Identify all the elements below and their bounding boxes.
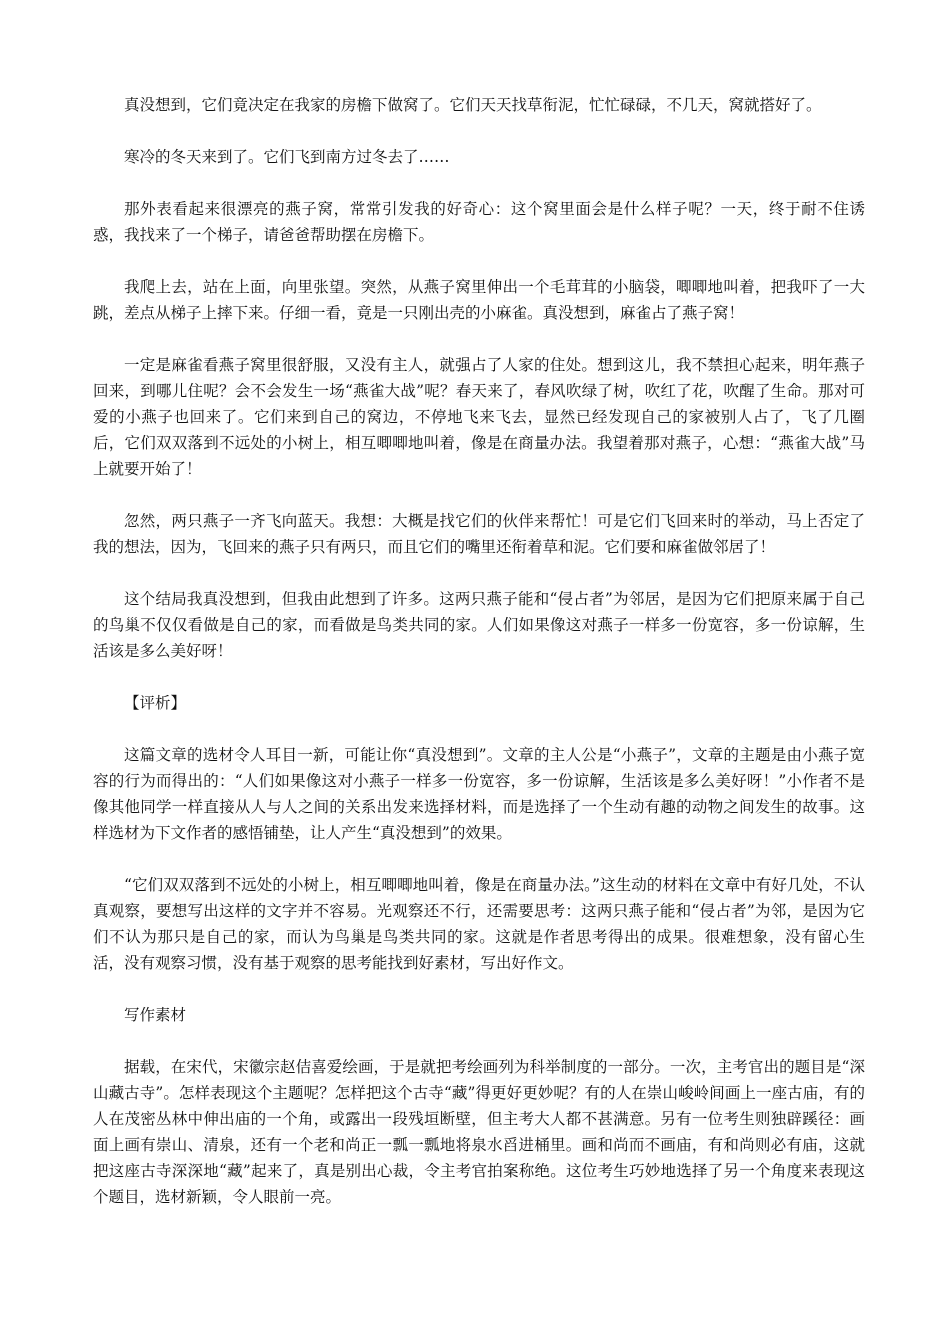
section-heading-writing-material: 写作素材	[124, 1006, 187, 1024]
paragraph-commentary-material: 这篇文章的选材令人耳目一新，可能让你“真没想到”。文章的主人公是“小燕子”，文章的主题是由小燕子宽容的行为而得出的：“人们如果像这对小燕子一样多一份宽容，多一份谅解，生活该是多么美好呀！”小作者不是像其他同学一样直接从人与人之间的关系出发来选择材料，而是选择了一个生动有趣的动物之间发生的故事。这样选材为下文作者的感悟铺垫，让人产生“真没想到”的效果。	[93, 746, 865, 842]
paragraph-winter-comes: 寒冷的冬天来到了。它们飞到南方过冬去了……	[124, 148, 450, 166]
paragraph-sparrow-discovered: 我爬上去，站在上面，向里张望。突然，从燕子窝里伸出一个毛茸茸的小脑袋，唧唧地叫着，把我吓了一大跳，差点从梯子上摔下来。仔细一看，竟是一只刚出壳的小麻雀。真没想到，麻雀占了燕子窝！	[93, 278, 865, 322]
paragraph-swallows-build-nest: 真没想到，它们竟决定在我家的房檐下做窝了。它们天天找草衔泥，忙忙碌碌，不几天，窝就搭好了。	[124, 96, 822, 114]
paragraph-swallows-return: 一定是麻雀看燕子窝里很舒服，又没有主人，就强占了人家的住处。想到这儿，我不禁担心起来，明年燕子回来，到哪儿住呢？会不会发生一场“燕雀大战”呢？春天来了，春风吹绿了树，吹红了花，吹醒了生命。那对可爱的小燕子也回来了。它们来到自己的窝边，不停地飞来飞去，显然已经发现自己的家被别人占了，飞了几圈后，它们双双落到不远处的小树上，相互唧唧地叫着，像是在商量办法。我望着那对燕子，心想：“燕雀大战”马上就要开始了！	[93, 356, 865, 478]
document-page	[93, 92, 865, 1236]
paragraph-reflection: 这个结局我真没想到，但我由此想到了许多。这两只燕子能和“侵占者”为邻居，是因为它们把原来属于自己的鸟巢不仅仅看做是自己的家，而看做是鸟类共同的家。人们如果像这对燕子一样多一份宽容，多一份谅解，生活该是多么美好呀！	[93, 590, 865, 660]
paragraph-hidden-temple-story: 据载，在宋代，宋徽宗赵佶喜爱绘画，于是就把考绘画列为科举制度的一部分。一次，主考官出的题目是“深山藏古寺”。怎样表现这个主题呢？怎样把这个古寺“藏”得更好更妙呢？有的人在崇山峻岭间画上一座古庙，有的人在茂密丛林中伸出庙的一个角，或露出一段残垣断壁，但主考大人都不甚满意。另有一位考生则独辟蹊径：画面上画有崇山、清泉，还有一个老和尚正一瓢一瓢地将泉水舀进桶里。画和尚而不画庙，有和尚则必有庙，这就把这座古寺深深地“藏”起来了，真是别出心裁，令主考官拍案称绝。这位考生巧妙地选择了另一个角度来表现这个题目，选材新颖，令人眼前一亮。	[93, 1058, 865, 1206]
paragraph-curiosity-ladder: 那外表看起来很漂亮的燕子窝，常常引发我的好奇心：这个窝里面会是什么样子呢？一天，终于耐不住诱惑，我找来了一个梯子，请爸爸帮助摆在房檐下。	[93, 200, 865, 244]
section-heading-commentary: 【评析】	[124, 694, 187, 712]
paragraph-commentary-observation: “它们双双落到不远处的小树上，相互唧唧地叫着，像是在商量办法。”这生动的材料在文章中有好几处，不认真观察，要想写出这样的文字并不容易。光观察还不行，还需要思考：这两只燕子能和“侵占者”为邻，是因为它们不认为那只是自己的家，而认为鸟巢是鸟类共同的家。这就是作者思考得出的成果。很难想象，没有留心生活，没有观察习惯，没有基于观察的思考能找到好素材，写出好作文。	[93, 876, 865, 972]
paragraph-neighbors: 忽然，两只燕子一齐飞向蓝天。我想：大概是找它们的伙伴来帮忙！可是它们飞回来时的举动，马上否定了我的想法，因为，飞回来的燕子只有两只，而且它们的嘴里还衔着草和泥。它们要和麻雀做邻居了！	[93, 512, 865, 556]
